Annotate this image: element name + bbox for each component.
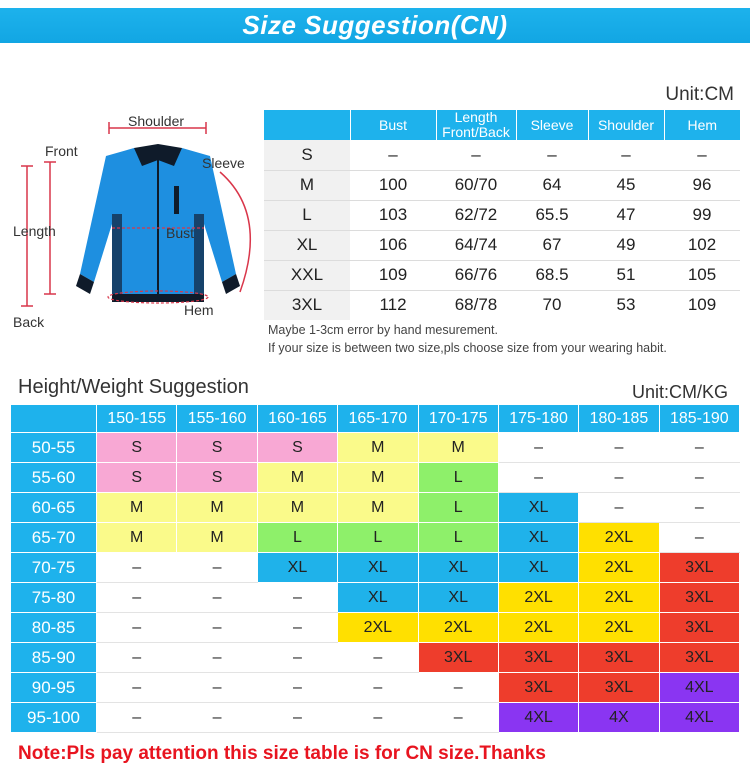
page-title: Size Suggestion(CN) — [242, 10, 508, 40]
size-suggestion-cell: – — [97, 613, 177, 643]
weight-row — [11, 643, 740, 673]
jacket-illustration — [8, 104, 260, 334]
size-suggestion-cell: XL — [418, 583, 498, 613]
size-suggestion-cell: 2XL — [418, 613, 498, 643]
height-header-cell: 165-170 — [338, 405, 418, 433]
size-suggestion-cell: 2XL — [579, 583, 659, 613]
size-row — [264, 170, 740, 200]
weight-header-cell: 90-95 — [11, 673, 97, 703]
measurement-error-note: Maybe 1-3cm error by hand mesurement. — [268, 323, 498, 337]
size-suggestion-cell: – — [97, 553, 177, 583]
size-suggestion-cell: – — [579, 493, 659, 523]
size-suggestion-cell: – — [257, 703, 337, 733]
size-suggestion-cell: M — [97, 523, 177, 553]
size-suggestion-cell: M — [418, 433, 498, 463]
size-name-cell: XL — [264, 230, 350, 260]
size-suggestion-cell: – — [257, 673, 337, 703]
size-suggestion-cell: 4X — [579, 703, 659, 733]
size-header-cell: Length Front/Back — [436, 110, 516, 140]
hem-label: Hem — [184, 302, 214, 318]
size-value-cell: 109 — [687, 295, 717, 315]
shoulder-label: Shoulder — [128, 113, 185, 129]
size-value-cell: 99 — [664, 200, 740, 230]
size-suggestion-cell: S — [177, 433, 257, 463]
size-suggestion-cell: – — [177, 643, 257, 673]
size-suggestion-cell: – — [257, 583, 337, 613]
weight-row — [11, 613, 740, 643]
size-value-cell: – — [436, 140, 516, 170]
size-suggestion-cell: – — [97, 583, 177, 613]
weight-header-cell: 80-85 — [11, 613, 97, 643]
size-suggestion-cell: – — [418, 673, 498, 703]
size-suggestion-cell: M — [338, 433, 418, 463]
size-value-cell: 96 — [664, 170, 740, 200]
size-suggestion-cell: 3XL — [659, 583, 739, 613]
size-suggestion-cell: – — [498, 433, 578, 463]
size-suggestion-cell: 3XL — [659, 643, 739, 673]
size-value-cell: 65.5 — [516, 200, 588, 230]
size-suggestion-cell: M — [338, 463, 418, 493]
size-row — [264, 140, 740, 170]
height-header-cell: 185-190 — [659, 405, 739, 433]
size-suggestion-cell: – — [579, 433, 659, 463]
size-suggestion-cell: – — [659, 523, 739, 553]
size-name-cell: XXL — [264, 260, 350, 290]
size-suggestion-cell: M — [257, 493, 337, 523]
size-value-cell: 60/70 — [436, 170, 516, 200]
size-suggestion-cell: S — [97, 463, 177, 493]
size-suggestion-cell: – — [338, 643, 418, 673]
weight-row — [11, 703, 740, 733]
size-value-cell: – — [516, 140, 588, 170]
hw-unit-label: Unit:CM/KG — [631, 382, 728, 402]
size-header-cell: Sleeve — [516, 110, 588, 140]
size-suggestion-cell: 2XL — [498, 613, 578, 643]
cn-size-note: Note:Pls pay attention this size table is for CN size.Thanks — [18, 743, 546, 764]
size-suggestion-cell: – — [659, 493, 739, 523]
weight-row — [11, 583, 740, 613]
size-row — [264, 290, 740, 320]
size-row — [264, 260, 740, 290]
size-suggestion-cell: 4XL — [498, 703, 578, 733]
size-suggestion-cell: L — [257, 523, 337, 553]
size-suggestion-cell: – — [177, 673, 257, 703]
weight-header-cell: 65-70 — [11, 523, 97, 553]
size-suggestion-cell: 4XL — [659, 673, 739, 703]
size-name-cell: 3XL — [264, 290, 350, 320]
size-suggestion-cell: 3XL — [418, 643, 498, 673]
size-suggestion-cell: XL — [338, 553, 418, 583]
height-header-cell: 155-160 — [177, 405, 257, 433]
size-suggestion-cell: L — [418, 523, 498, 553]
size-suggestion-cell: 2XL — [579, 553, 659, 583]
height-header-cell: 175-180 — [498, 405, 578, 433]
weight-header-cell: 50-55 — [11, 433, 97, 463]
size-measurement-table — [264, 110, 740, 320]
weight-header-cell: 95-100 — [11, 703, 97, 733]
size-suggestion-cell: 2XL — [338, 613, 418, 643]
size-suggestion-cell: – — [257, 643, 337, 673]
size-suggestion-cell: S — [97, 433, 177, 463]
weight-header-cell: 75-80 — [11, 583, 97, 613]
size-suggestion-cell: L — [418, 463, 498, 493]
size-value-cell: – — [350, 140, 436, 170]
sleeve-label: Sleeve — [202, 155, 245, 171]
size-name-cell: M — [264, 170, 350, 200]
size-name-cell: L — [264, 200, 350, 230]
size-suggestion-cell: 2XL — [498, 583, 578, 613]
size-suggestion-cell: 4XL — [659, 703, 739, 733]
size-suggestion-cell: 3XL — [579, 643, 659, 673]
size-value-cell: 105 — [664, 260, 740, 290]
size-table-header — [264, 110, 740, 140]
size-suggestion-cell: – — [418, 703, 498, 733]
size-value-cell: 68.5 — [516, 260, 588, 290]
size-suggestion-cell: 2XL — [579, 523, 659, 553]
size-suggestion-cell: M — [177, 523, 257, 553]
size-value-cell: 64 — [516, 170, 588, 200]
bust-label: Bust — [166, 225, 195, 241]
size-row — [264, 230, 740, 260]
size-value-cell: 102 — [664, 230, 740, 260]
back-label: Back — [13, 314, 45, 330]
hw-table-header — [11, 405, 740, 433]
size-suggestion-cell: M — [257, 463, 337, 493]
height-header-cell: 160-165 — [257, 405, 337, 433]
length-label: Length — [13, 223, 56, 239]
size-suggestion-cell: L — [338, 523, 418, 553]
size-suggestion-cell: – — [97, 643, 177, 673]
size-value-cell: 66/76 — [436, 260, 516, 290]
hw-corner-cell — [11, 405, 97, 433]
size-value-cell: 47 — [588, 200, 664, 230]
size-header-cell: Hem — [664, 110, 740, 140]
weight-row — [11, 523, 740, 553]
size-suggestion-cell: 3XL — [498, 643, 578, 673]
size-value-cell: 68/78 — [454, 295, 498, 315]
size-suggestion-cell: XL — [257, 553, 337, 583]
weight-row — [11, 463, 740, 493]
size-suggestion-cell: – — [177, 583, 257, 613]
size-value-cell: 64/74 — [436, 230, 516, 260]
size-suggestion-cell: XL — [498, 493, 578, 523]
size-suggestion-cell: – — [579, 463, 659, 493]
size-suggestion-cell: 3XL — [659, 553, 739, 583]
size-suggestion-cell: – — [177, 703, 257, 733]
size-suggestion-cell: XL — [338, 583, 418, 613]
height-weight-table — [10, 404, 740, 733]
weight-header-cell: 85-90 — [11, 643, 97, 673]
size-value-cell: 49 — [588, 230, 664, 260]
size-suggestion-cell: – — [659, 433, 739, 463]
size-suggestion-cell: – — [498, 463, 578, 493]
size-suggestion-cell: M — [97, 493, 177, 523]
size-value-cell: 106 — [350, 230, 436, 260]
size-value-cell: 112 — [379, 295, 407, 315]
weight-row — [11, 553, 740, 583]
size-suggestion-cell: XL — [498, 553, 578, 583]
weight-row — [11, 673, 740, 703]
size-value-cell: 62/72 — [436, 200, 516, 230]
size-suggestion-cell: – — [177, 553, 257, 583]
size-suggestion-cell: M — [177, 493, 257, 523]
size-suggestion-cell: 2XL — [579, 613, 659, 643]
size-suggestion-cell: 3XL — [579, 673, 659, 703]
size-suggestion-cell: – — [338, 703, 418, 733]
size-suggestion-cell: – — [97, 703, 177, 733]
height-header-cell: 150-155 — [97, 405, 177, 433]
size-unit-label: Unit:CM — [665, 84, 734, 105]
size-suggestion-cell: L — [418, 493, 498, 523]
hw-section-title: Height/Weight Suggestion — [18, 376, 249, 398]
size-value-cell: 103 — [350, 200, 436, 230]
size-header-cell — [264, 110, 350, 140]
size-suggestion-cell: – — [659, 463, 739, 493]
weight-header-cell: 60-65 — [11, 493, 97, 523]
size-suggestion-cell: S — [177, 463, 257, 493]
size-suggestion-cell: – — [97, 673, 177, 703]
weight-header-cell: 70-75 — [11, 553, 97, 583]
size-suggestion-cell: S — [257, 433, 337, 463]
size-header-cell: Bust — [350, 110, 436, 140]
height-header-cell: 170-175 — [418, 405, 498, 433]
size-choice-note: If your size is between two size,pls choose size from your wearing habit. — [268, 341, 667, 355]
weight-row — [11, 433, 740, 463]
size-suggestion-cell: 3XL — [659, 613, 739, 643]
size-suggestion-cell: XL — [418, 553, 498, 583]
size-value-cell: 51 — [588, 260, 664, 290]
weight-row — [11, 493, 740, 523]
size-value-cell: 53 — [616, 295, 636, 315]
size-name-cell: S — [264, 140, 350, 170]
size-value-cell: 45 — [588, 170, 664, 200]
size-suggestion-cell: M — [338, 493, 418, 523]
jacket-measurement-figure — [8, 104, 260, 334]
size-suggestion-cell: – — [257, 613, 337, 643]
front-label: Front — [45, 143, 78, 159]
size-value-cell: – — [664, 140, 740, 170]
size-suggestion-cell: 3XL — [498, 673, 578, 703]
size-row — [264, 200, 740, 230]
size-header-cell: Shoulder — [588, 110, 664, 140]
weight-header-cell: 55-60 — [11, 463, 97, 493]
size-suggestion-cell: – — [177, 613, 257, 643]
height-header-cell: 180-185 — [579, 405, 659, 433]
size-value-cell: 70 — [542, 295, 562, 315]
size-value-cell: – — [588, 140, 664, 170]
size-value-cell: 109 — [350, 260, 436, 290]
size-value-cell: 100 — [350, 170, 436, 200]
size-suggestion-cell: – — [338, 673, 418, 703]
size-suggestion-cell: XL — [498, 523, 578, 553]
size-value-cell: 67 — [516, 230, 588, 260]
